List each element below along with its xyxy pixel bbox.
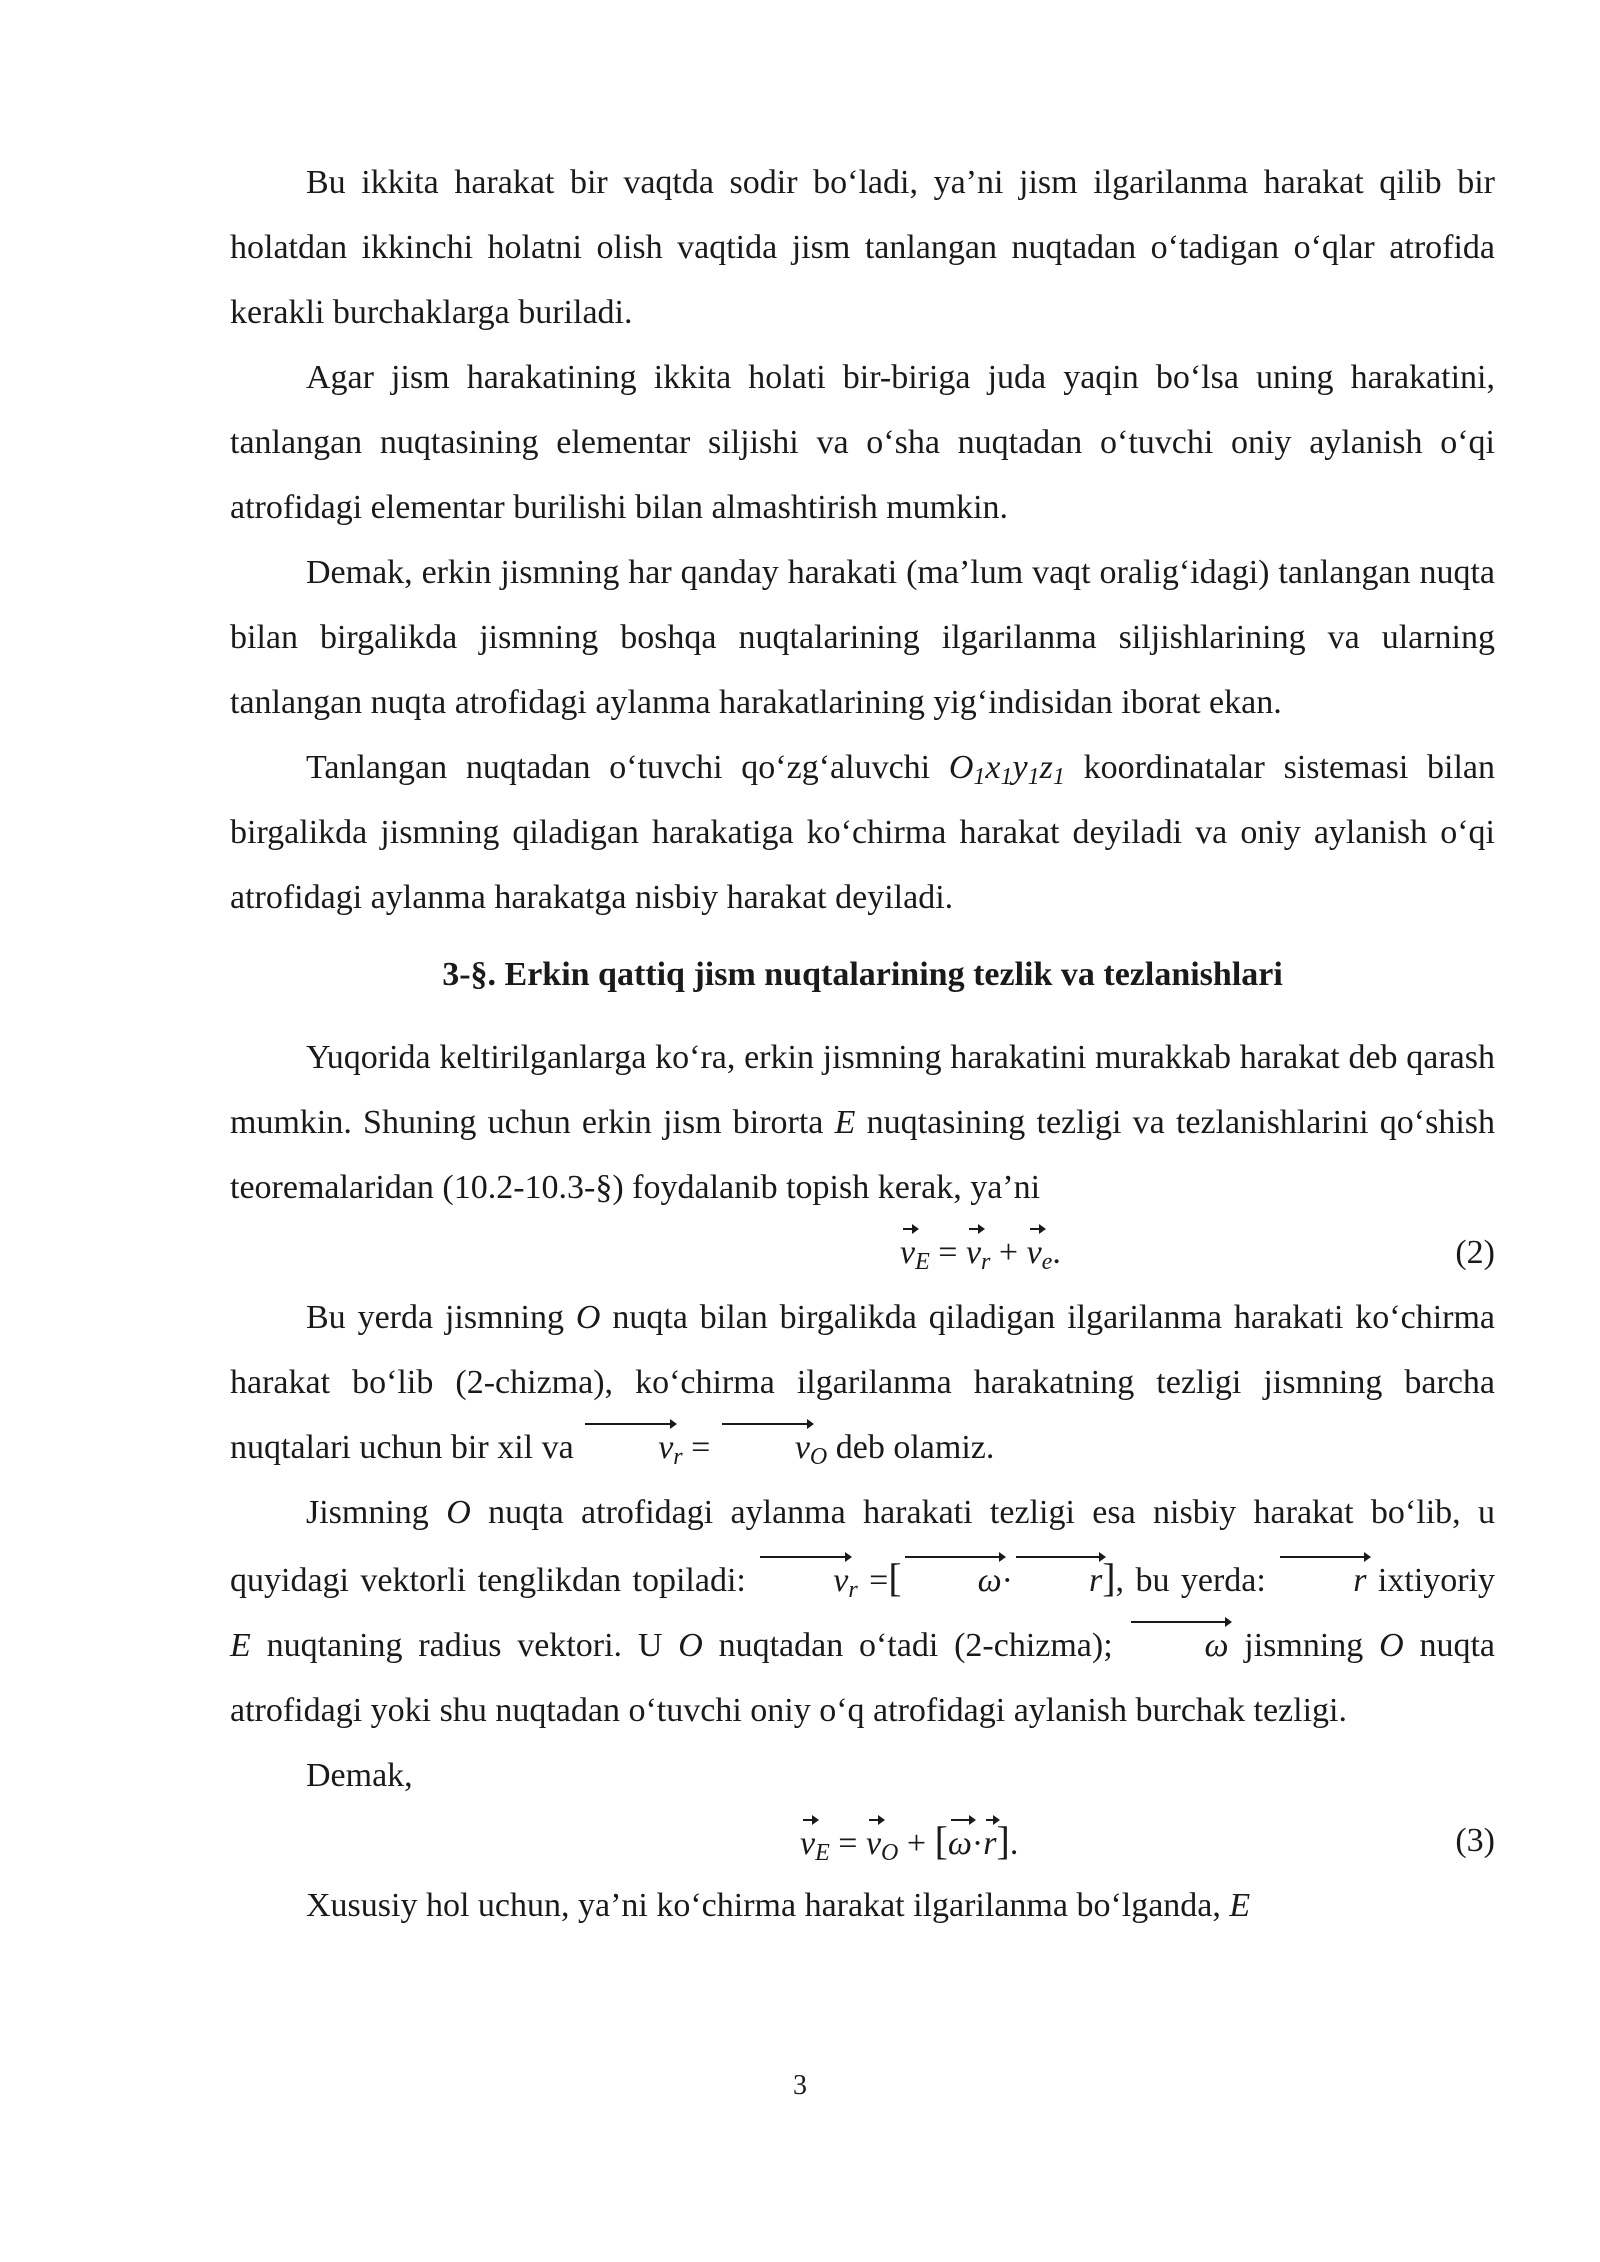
- equation-3-formula: $v_E = v_O + [\omega\cdot r]$.: [800, 1808, 1018, 1876]
- equation-3: [230, 1808, 1495, 1873]
- vr-cross-formula: $v_r$ =[ ω· r]: [757, 1562, 1115, 1599]
- equation-2: [230, 1220, 1495, 1285]
- page-number: 3: [793, 2070, 807, 2101]
- paragraph-5: Yuqorida keltirilganlarga ko‘ra, erkin jismning harakatini murakkab harakat deb qarash mumkin. Shuning uchun erkin jism birorta E nuqtasining tezligi va tezlanishlarini qo‘shish teoremalaridan (10.2-10.3-§) foydalanib topish kerak, ya’ni: [230, 1039, 1496, 1206]
- section-heading: 3-§. Erkin qattiq jism nuqtalarining tezlik va tezlanishlari: [442, 956, 1283, 993]
- vr-equals-vo: $v_r = v_O$: [582, 1429, 827, 1466]
- paragraph-2: Agar jism harakatining ikkita holati bir-biriga juda yaqin bo‘lsa uning harakatini, tanlangan nuqtasining elementar siljishi va o‘sha nuqtadan o‘tuvchi oniy aylanish o‘qi atrofidagi elementar burilishi bilan almashtirish mumkin.: [230, 359, 1495, 526]
- equation-2-formula: $v_E = v_r + v_e$.: [900, 1220, 1061, 1285]
- equation-3-number: (3): [1455, 1822, 1495, 1859]
- paragraph-7: Jismning O nuqta atrofidagi aylanma harakati tezligi esa nisbiy harakat bo‘lib, u quyidagi vektorli tenglikdan topiladi: $v_r$ =[ ω· r], bu yerda: r ixtiyoriy E nuqtaning radius vektori. U O nuqtadan o‘tadi (2-chizma); ω jismning O nuqta atrofidagi yoki shu nuqtadan o‘tuvchi oniy o‘q atrofidagi aylanish burchak tezligi.: [230, 1494, 1496, 1729]
- paragraph-3: Demak, erkin jismning har qanday harakati (ma’lum vaqt oralig‘idagi) tanlangan nuqta bilan birgalikda jismning boshqa nuqtalarining ilgarilanma siljishlarining va ularning tanlangan nuqta atrofidagi aylanma harakatlarining yig‘indisidan iborat ekan.: [230, 554, 1495, 721]
- coordinate-system-symbol: $O_1x_1y_1z_1$: [948, 749, 1065, 790]
- paragraph-9: Xususiy hol uchun, ya’ni ko‘chirma harakat ilgarilanma bo‘lganda, E: [306, 1887, 1251, 1924]
- paragraph-4: Tanlangan nuqtadan o‘tuvchi qo‘zg‘aluvchi $O_1x_1y_1z_1$ koordinatalar sistemasi bilan birgalikda jismning qiladigan harakatiga ko‘chirma harakat deyiladi va oniy aylanish o‘qi atrofidagi aylanma harakatga nisbiy harakat deyiladi.: [230, 749, 1495, 916]
- document-page: [230, 150, 1495, 1938]
- paragraph-1: Bu ikkita harakat bir vaqtda sodir bo‘ladi, ya’ni jism ilgarilanma harakat qilib bir holatdan ikkinchi holatni olish vaqtida jism tanlangan nuqtadan o‘tadigan o‘qlar atrofida kerakli burchaklarga buriladi.: [230, 164, 1495, 331]
- equation-2-number: (2): [1455, 1234, 1495, 1271]
- paragraph-8: Demak,: [306, 1757, 413, 1794]
- paragraph-6: Bu yerda jismning O nuqta bilan birgalikda qiladigan ilgarilanma harakati ko‘chirma harakat bo‘lib (2-chizma), ko‘chirma ilgarilanma harakatning tezligi jismning barcha nuqtalari uchun bir xil va $v_r = v_O$ deb olamiz.: [230, 1285, 1495, 1480]
